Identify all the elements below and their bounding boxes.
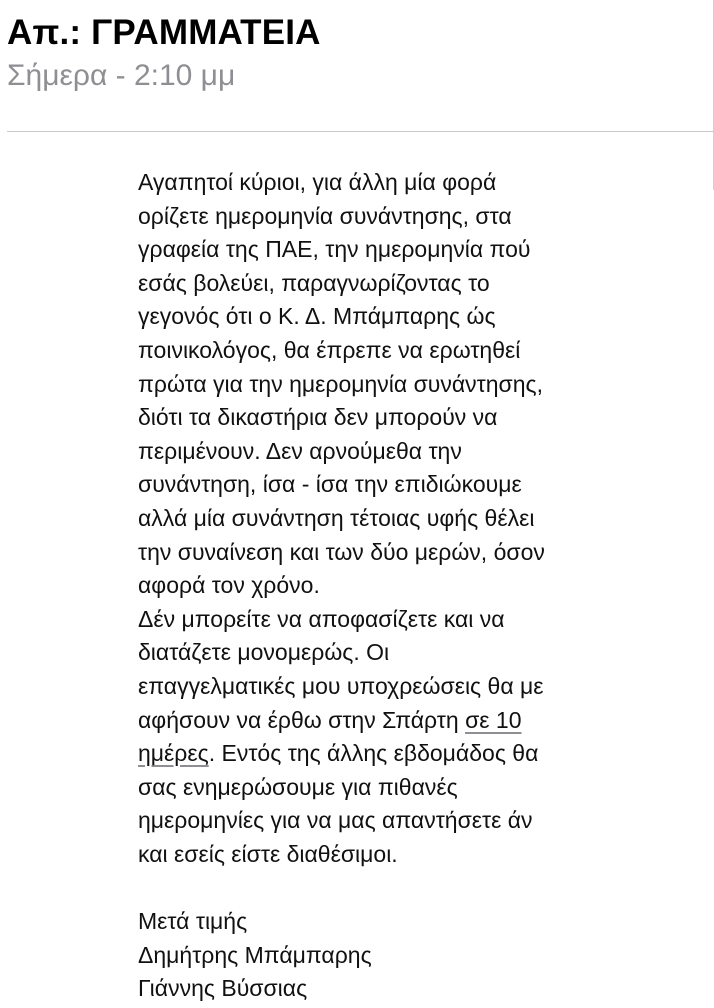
body-line: εσάς βολεύει, παραγνωρίζοντας το (138, 269, 490, 296)
body-line: γεγονός ότι ο Κ. Δ. Μπάμπαρης ώς (138, 303, 496, 330)
body-line (138, 737, 698, 771)
body-line: και εσείς είστε διαθέσιμοι. (138, 840, 398, 867)
body-line: σας ενημερώσουμε για πιθανές (138, 773, 458, 800)
header-divider (7, 131, 714, 132)
body-line: ποινικολόγος, θα έπρεπε να ερωτηθεί (138, 336, 521, 363)
email-subject: Απ.: ΓΡΑΜΜΑΤΕΙΑ (7, 13, 321, 52)
email-header (7, 10, 714, 96)
body-line: ορίζετε ημερομηνία συνάντησης, στα (138, 202, 512, 229)
signature-name: Γιάννης Βύσσιας (138, 975, 308, 1002)
date-detection-link[interactable]: σε 10 (465, 706, 522, 733)
body-line: διότι τα δικαστήρια δεν μπορούν να (138, 404, 498, 431)
body-line-text: . Εντός της άλλης εβδομάδος θα (208, 740, 539, 767)
email-date: Σήμερα - 2:10 μμ (7, 59, 236, 92)
body-line-text: αφήσουν να έρθω στην Σπάρτη (138, 706, 466, 733)
body-line: Αγαπητοί κύριοι, για άλλη μία φορά (138, 169, 497, 195)
body-line: διατάζετε μονομερώς. Οι (138, 639, 390, 666)
signature-closing: Μετά τιμής (138, 908, 248, 935)
body-line: γραφεία της ΠΑΕ, την ημερομηνία πού (138, 236, 531, 263)
email-body (138, 166, 698, 1006)
body-line: πρώτα για την ημερομηνία συνάντησης, (138, 370, 544, 397)
date-detection-link[interactable]: ημέρες (138, 740, 209, 767)
paragraph-gap (138, 871, 698, 905)
body-line: επαγγελματικές μου υποχρεώσεις θα με (138, 672, 544, 699)
body-line: Δέν μπορείτε να αποφασίζετε και να (138, 605, 505, 632)
body-line: αλλά μία συνάντηση τέτοιας υφής θέλει (138, 504, 535, 531)
body-line: αφορά τον χρόνο. (138, 572, 320, 599)
body-line: την συναίνεση και των δύο μερών, όσον (138, 538, 545, 565)
signature-name: Δημήτρης Μπάμπαρης (138, 941, 372, 968)
body-line: περιμένουν. Δεν αρνούμεθα την (138, 437, 462, 464)
body-line (138, 704, 698, 738)
body-line: ημερομηνίες για να μας απαντήσετε άν (138, 807, 533, 834)
body-line: συνάντηση, ίσα - ίσα την επιδιώκουμε (138, 471, 522, 498)
